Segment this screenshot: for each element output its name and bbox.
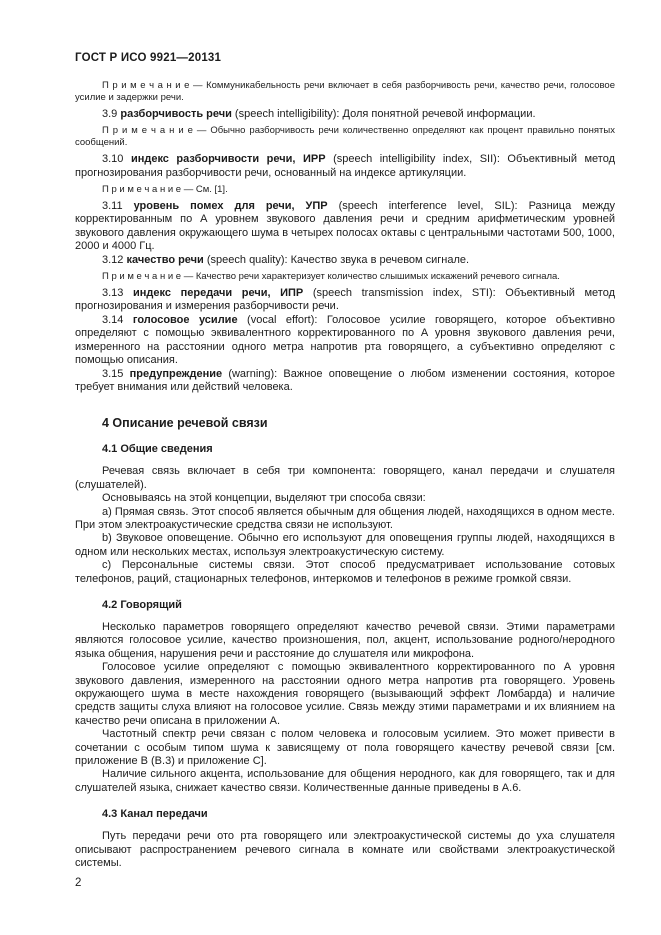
definition-term: голосовое усилие bbox=[132, 313, 238, 326]
paragraph: Несколько параметров говорящего определяют качество речевой связи. Этими параметрами являются голосовое усилие, качество произношения, пол, акцент, использование родного/неродного языка общения, нарушения речи и расстояние до слушателя или микрофона. bbox=[75, 620, 615, 660]
definition-text: (speech quality): Качество звука в речевом сигнале. bbox=[206, 253, 470, 266]
definition-term: предупреждение bbox=[129, 367, 223, 380]
note-intelligibility: П р и м е ч а н и е — Обычно разборчивость речи количественно определяют как процент правильно понятых сообщений. bbox=[75, 125, 615, 149]
definition-number: 3.14 bbox=[102, 313, 124, 326]
document-code-header: ГОСТ Р ИСО 9921—20131 bbox=[75, 52, 222, 64]
paragraph: Голосовое усилие определяют с помощью эквивалентного корректированного по А уровня звукового давления, измеренного на расстоянии одного метра напротив рта говорящего. Уровень окружающего шума в месте нахождения говорящего (вызывающий эффект Ломбарда) и наличие средств защиты слуха влияют на голосовое усилие. Связь между этими параметрами и их влиянием на качество речи описана в приложении А. bbox=[75, 661, 615, 727]
list-item-a: a) Прямая связь. Этот способ является обычным для общения людей, находящихся в одном месте. При этом электроакустические средства связи не используют. bbox=[75, 505, 615, 531]
page-number: 2 bbox=[75, 877, 82, 889]
definition-text: (speech interference level, SIL): Разница между корректированным по А уровнем звукового давления речи и средним арифметическим уровней звукового давления окружающего шума в четырех полосах октавы с центральными частотами 500, 1000, 2000 и 4000 Гц. bbox=[75, 200, 616, 253]
note-see-reference: П р и м е ч а н и е — См. [1]. bbox=[102, 184, 228, 196]
definition-term: разборчивость речи bbox=[120, 107, 232, 120]
definition-3-15 bbox=[75, 368, 615, 395]
definition-number: 3.15 bbox=[102, 367, 124, 380]
document-body bbox=[75, 80, 615, 870]
paragraph: Частотный спектр речи связан с полом человека и голосовым усилием. Это может привести в сочетании с особым типом шума к зависящему от пола говорящего качеству речевой связи [см. приложение В (В.3) и приложение С]. bbox=[75, 728, 615, 768]
subsection-heading-4-3: 4.3 Канал передачи bbox=[102, 808, 208, 821]
definition-term: уровень помех для речи, УПР bbox=[133, 200, 328, 213]
list-item-b: b) Звуковое оповещение. Обычно его используют для оповещения группы людей, находящихся в одном или нескольких местах, используя электроакустическую систему. bbox=[75, 532, 615, 558]
definition-text: (speech transmission index, STI): Объективный метод прогнозирования и измерения разборчивости речи. bbox=[75, 287, 615, 313]
paragraph: Основываясь на этой концепции, выделяют три способа связи: bbox=[102, 492, 426, 505]
note-communicability: П р и м е ч а н и е — Коммуникабельность речи включает в себя разборчивость речи, качество речи, голосовое усилие и задержки речи. bbox=[75, 80, 615, 103]
definition-number: 3.13 bbox=[102, 287, 124, 300]
section-heading-4: 4 Описание речевой связи bbox=[102, 416, 268, 431]
paragraph: Наличие сильного акцента, использование для общения неродного, как для говорящего, так и для слушателей языка, снижает качество связи. Количественные данные приведены в А.6. bbox=[75, 768, 615, 794]
definition-text: (speech intelligibility): Доля понятной речевой информации. bbox=[234, 107, 536, 120]
definition-3-13 bbox=[75, 287, 615, 314]
paragraph: Путь передачи речи ото рта говорящего или электроакустической системы до уха слушателя описывают распространением речевого сигнала в комнате или свойствами электроакустической системы. bbox=[75, 830, 615, 870]
paragraph: Речевая связь включает в себя три компонента: говорящего, канал передачи и слушателя (слушателей). bbox=[75, 465, 615, 491]
definition-number: 3.11 bbox=[102, 200, 123, 213]
list-item-c: c) Персональные системы связи. Этот способ предусматривает использование сотовых телефонов, раций, стационарных телефонов, интеркомов и телефонов в режиме громкой связи. bbox=[75, 559, 615, 585]
definition-text: (vocal effort): Голосовое усилие говорящего, которое объективно определяют с помощью эквивалентного корректированного по А уровня звукового давления речи, измеренного на расстоянии одного метра напротив рта говорящего, а субъективно определяют с помощью описания. bbox=[75, 313, 616, 367]
definition-number: 3.10 bbox=[102, 153, 124, 166]
definition-3-11 bbox=[75, 200, 615, 254]
definition-3-12 bbox=[75, 254, 615, 267]
definition-number: 3.9 bbox=[102, 107, 118, 120]
definition-3-9 bbox=[75, 108, 615, 121]
definition-number: 3.12 bbox=[102, 253, 124, 266]
definition-term: качество речи bbox=[126, 253, 204, 266]
definition-term: индекс разборчивости речи, ИРР bbox=[130, 153, 326, 166]
definition-3-14 bbox=[75, 314, 615, 368]
note-speech-quality: П р и м е ч а н и е — Качество речи характеризует количество слышимых искажений речевого сигнала. bbox=[102, 271, 560, 283]
definition-text: (speech intelligibility index, SII): Объективный метод прогнозирования разборчивости речи, основанный на индексе артикуляции. bbox=[75, 153, 616, 179]
definition-term: индекс передачи речи, ИПР bbox=[133, 287, 304, 300]
definition-3-10 bbox=[75, 153, 615, 180]
definition-text: (warning): Важное оповещение о любом изменении состояния, которое требует внимания или действий человека. bbox=[75, 367, 615, 393]
subsection-heading-4-2: 4.2 Говорящий bbox=[102, 598, 182, 611]
subsection-heading-4-1: 4.1 Общие сведения bbox=[102, 443, 213, 456]
